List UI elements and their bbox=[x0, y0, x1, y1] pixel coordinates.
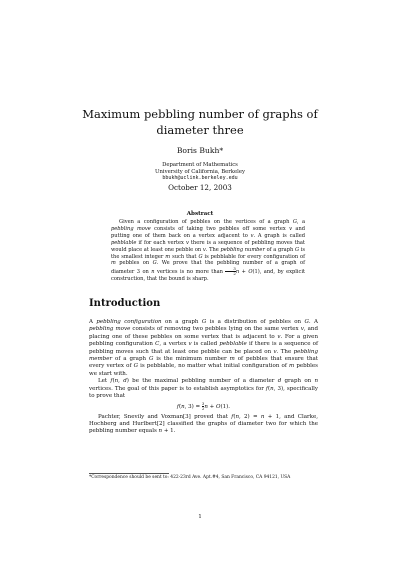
paragraph-1: A pebbling configuration on a graph G is a distribution of pebbles on G. A pebbling move consists of removing two pebbles lying on the same vertex v, and placing one of these pebbles on some vertex that is adjacent to v. For a given pebbling configuration C, a vertex v is called pebblable if there is a sequence of pebbling moves such that at least one pebble can be placed on v. The pebbling member of a graph G is the minimum number m of pebbles that ensure that every vertex of G is pebblable, no matter what initial configuration of m pebbles we start with. bbox=[89, 319, 318, 377]
university: University of California, Berkeley bbox=[155, 168, 245, 175]
paragraph-3: Pachter, Snevily and Voxman[3] proved that f(n, 2) = n + 1, and Clarke, Hochberg and Hurlbert[2] classified the graphs of diameter two for which the pebbling number equals n + 1. bbox=[89, 413, 318, 435]
paragraph-2: Let f(n, d) be the maximal pebbling number of a diameter d graph on n vertices. The goal of this paper is to establish asymptotics for f(n, 3), specifically to prove that bbox=[89, 378, 319, 400]
author-email: bbukh@uclink.berkeley.edu bbox=[162, 175, 238, 181]
footnote: *Correspondence should be sent to: 422-23rd Ave. Apt.#4, San Francisco, CA 94121, USA bbox=[89, 475, 291, 480]
paper-title: Maximum pebbling number of graphs of diameter three bbox=[82, 107, 318, 137]
section-heading: Introduction bbox=[89, 298, 161, 309]
page-number: 1 bbox=[198, 514, 202, 520]
abstract-body bbox=[111, 219, 305, 283]
abstract-heading: Abstract bbox=[186, 211, 214, 217]
department: Department of Mathematics bbox=[162, 162, 238, 168]
author-name: Boris Bukh* bbox=[176, 146, 224, 155]
abstract-text: Given a configuration of pebbles on the vertices of a graph G, a pebbling move consists of taking two pebbles off some vertex v and putting one of them back on a vertex adjacent to v. A graph is called pebblable if for each vertex v there is a sequence of pebbling moves that would place at least one pebble on v. The pebbling number of a graph G is the smallest integer m such that G is pebblable for every configuration of m pebbles on G. We prove that the pebbling number of a graph of diameter 3 on n vertices is no more than $\frac{3}{2}$ n + O(1), and, by explicit construction, that the bound is sharp. bbox=[111, 219, 306, 283]
footnote-rule bbox=[89, 473, 169, 474]
equation: f(n, 3) = $\frac{3}{2}$ n + O(1). bbox=[176, 401, 231, 412]
paper-date: October 12, 2003 bbox=[168, 183, 232, 192]
section-body bbox=[89, 319, 318, 436]
